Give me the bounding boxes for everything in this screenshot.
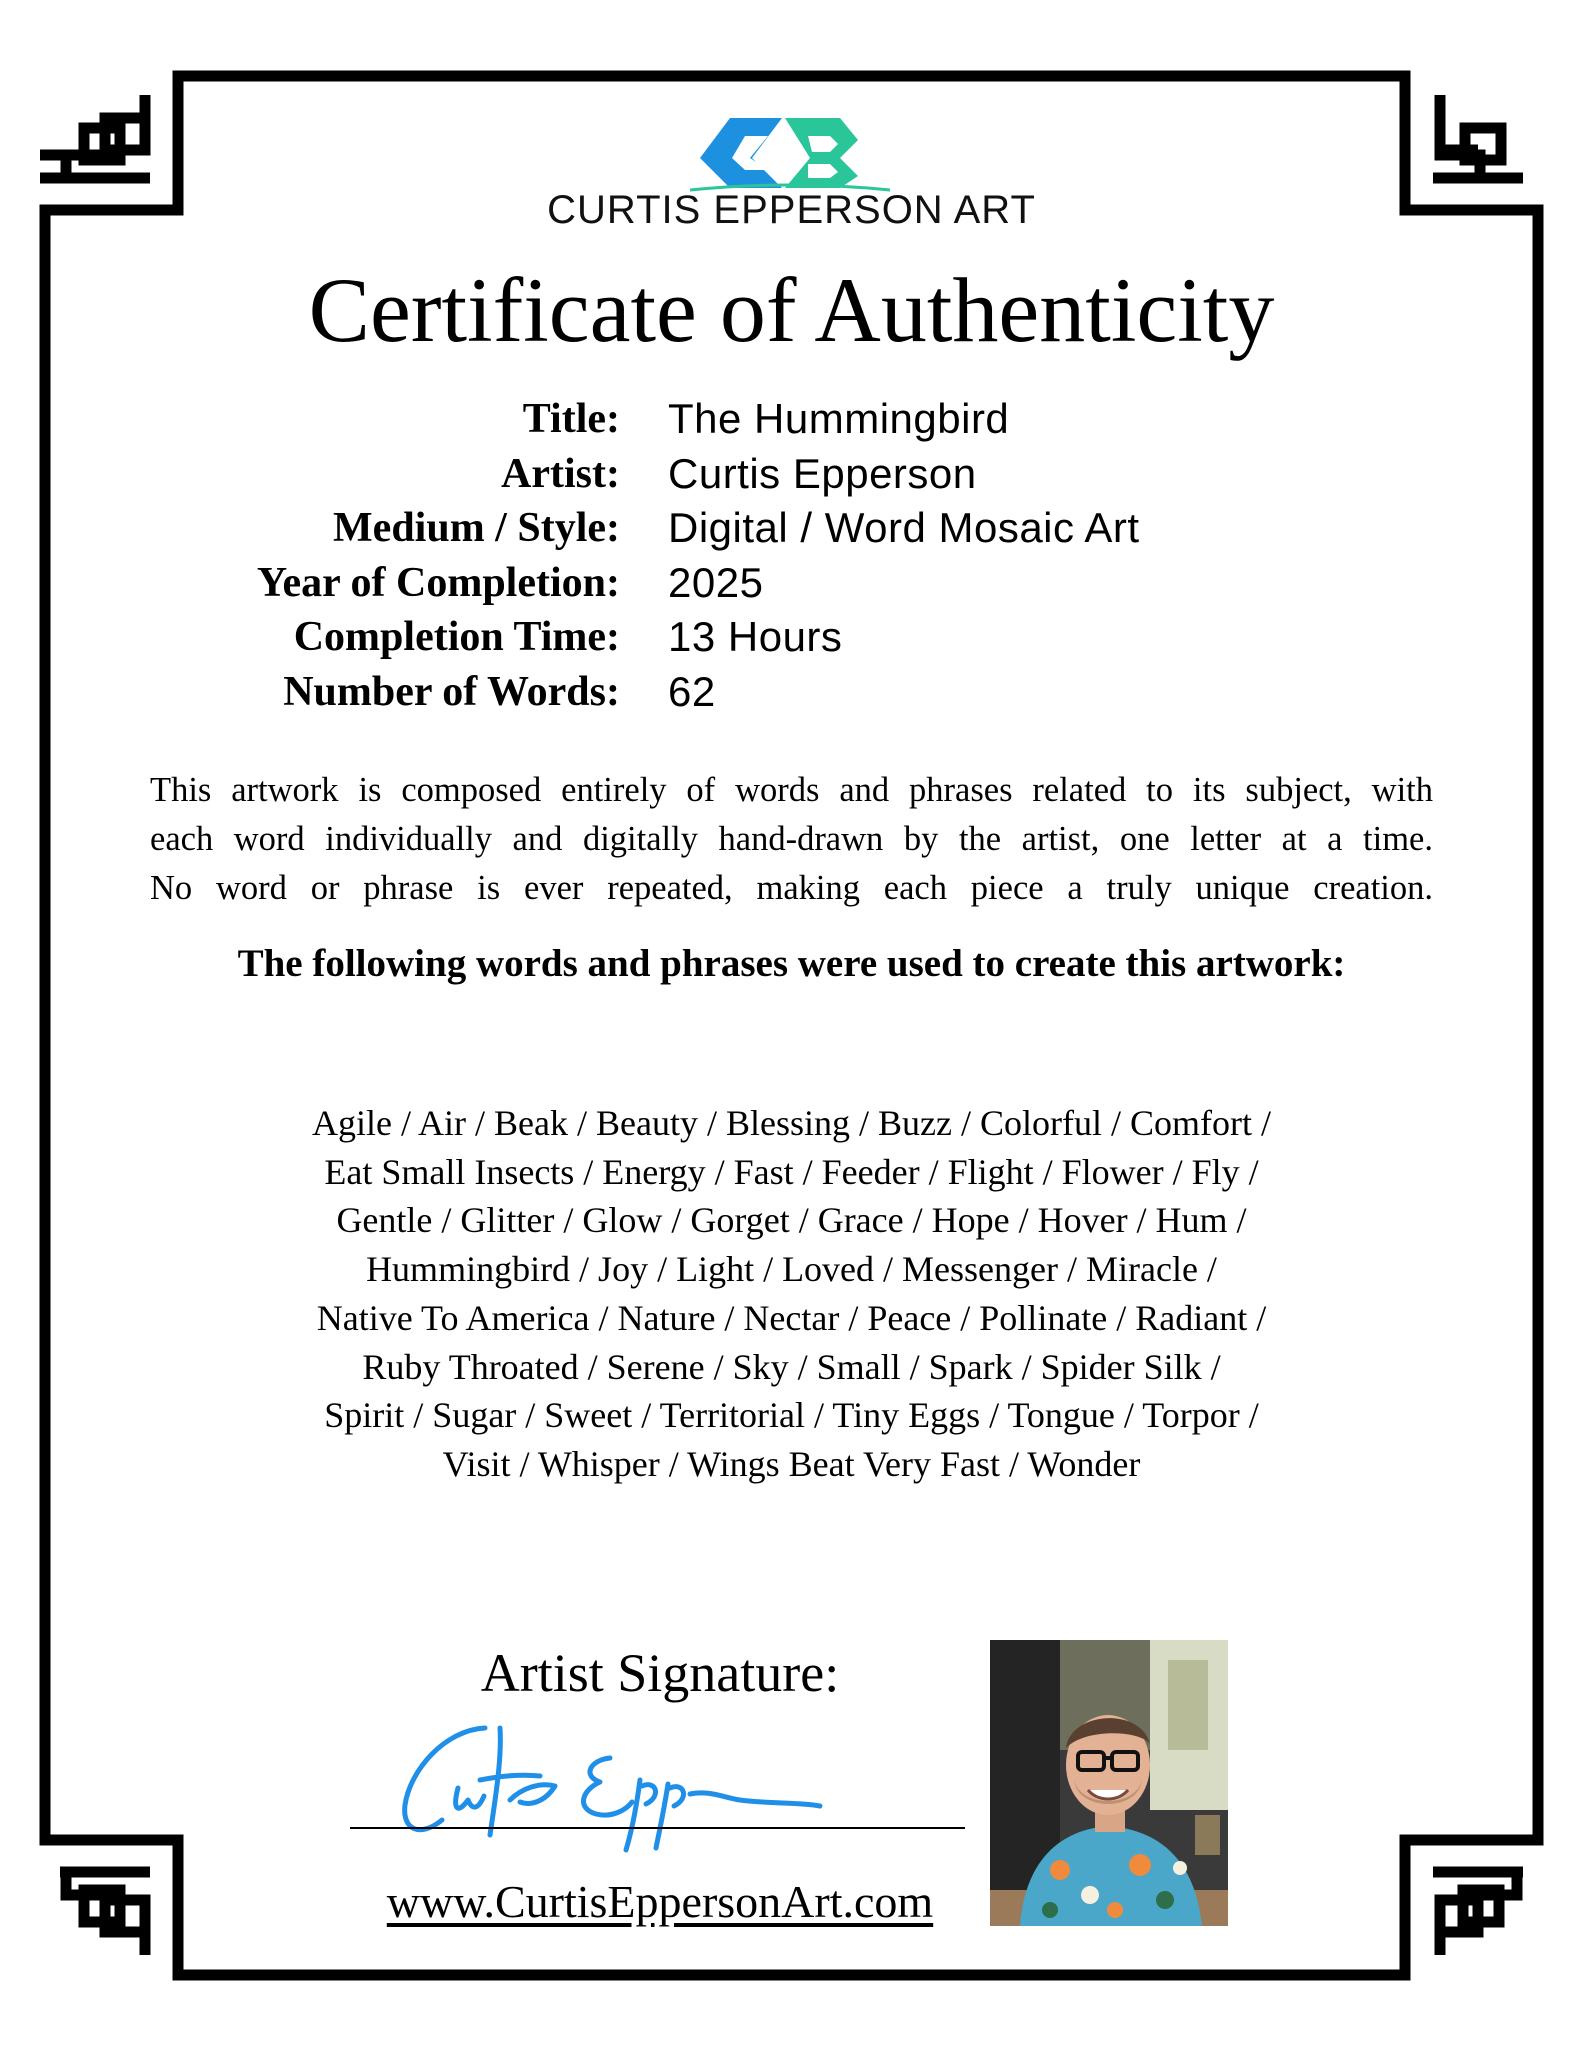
- info-value: 62: [668, 667, 716, 715]
- info-label: Year of Completion:: [256, 559, 620, 606]
- info-row-year: [0, 556, 1583, 611]
- description-paragraph: [150, 766, 1433, 913]
- info-value: 2025: [668, 558, 764, 606]
- word-list-line: Agile / Air / Beak / Beauty / Blessing / Buzz / Colorful / Comfort /: [312, 1103, 1271, 1143]
- word-list-line: Hummingbird / Joy / Light / Loved / Messenger / Miracle /: [366, 1249, 1217, 1290]
- signature-line: [350, 1827, 965, 1829]
- description-line: No word or phrase is ever repeated, making each piece a truly unique creation.: [150, 869, 1433, 907]
- word-list: [0, 1099, 1583, 1489]
- info-row-word-count: [0, 665, 1583, 720]
- info-value: Digital / Word Mosaic Art: [668, 504, 1140, 551]
- info-label: Number of Words:: [283, 668, 620, 715]
- corner-ornament-bottom-right: [1405, 1840, 1538, 1975]
- info-label: Completion Time:: [293, 614, 620, 660]
- certificate-title: Certificate of Authenticity: [308, 259, 1275, 361]
- description-line: each word individually and digitally hand-drawn by the artist, one letter at a time.: [150, 820, 1433, 858]
- info-value: 13 Hours: [668, 613, 843, 660]
- signature-label: Artist Signature:: [480, 1643, 840, 1703]
- info-value: Curtis Epperson: [668, 449, 977, 497]
- word-list-line: Spirit / Sugar / Sweet / Territorial / Tiny Eggs / Tongue / Torpor /: [324, 1395, 1259, 1436]
- corner-ornament-bottom-left: [45, 1840, 178, 1975]
- words-heading: The following words and phrases were used to create this artwork:: [237, 942, 1346, 985]
- info-label: Artist:: [501, 450, 620, 497]
- info-row-artist: [0, 447, 1583, 502]
- artist-portrait: [990, 1640, 1228, 1926]
- info-label: Medium / Style:: [333, 505, 620, 551]
- word-list-line: Ruby Throated / Serene / Sky / Small / Spark / Spider Silk /: [362, 1346, 1221, 1387]
- brand-name: CURTIS EPPERSON ART: [547, 188, 1036, 232]
- info-label: Title:: [522, 396, 620, 442]
- artist-signature: [350, 1710, 910, 1860]
- word-list-line: Eat Small Insects / Energy / Fast / Feeder / Flight / Flower / Fly /: [324, 1151, 1259, 1192]
- artwork-info: [0, 392, 1583, 719]
- info-row-medium: [0, 501, 1583, 556]
- info-row-completion-time: [0, 610, 1583, 665]
- word-list-line: Native To America / Nature / Nectar / Peace / Pollinate / Radiant /: [316, 1297, 1267, 1338]
- website-link[interactable]: www.CurtisEppersonArt.com: [386, 1876, 934, 1927]
- info-value: The Hummingbird: [668, 395, 1010, 442]
- word-list-line: Visit / Whisper / Wings Beat Very Fast / Wonder: [442, 1443, 1141, 1484]
- description-line: This artwork is composed entirely of words and phrases related to its subject, with: [150, 771, 1433, 809]
- info-row-title: [0, 392, 1583, 447]
- brand-logo-icon: [690, 118, 890, 196]
- word-list-line: Gentle / Glitter / Glow / Gorget / Grace / Hope / Hover / Hum /: [336, 1200, 1247, 1241]
